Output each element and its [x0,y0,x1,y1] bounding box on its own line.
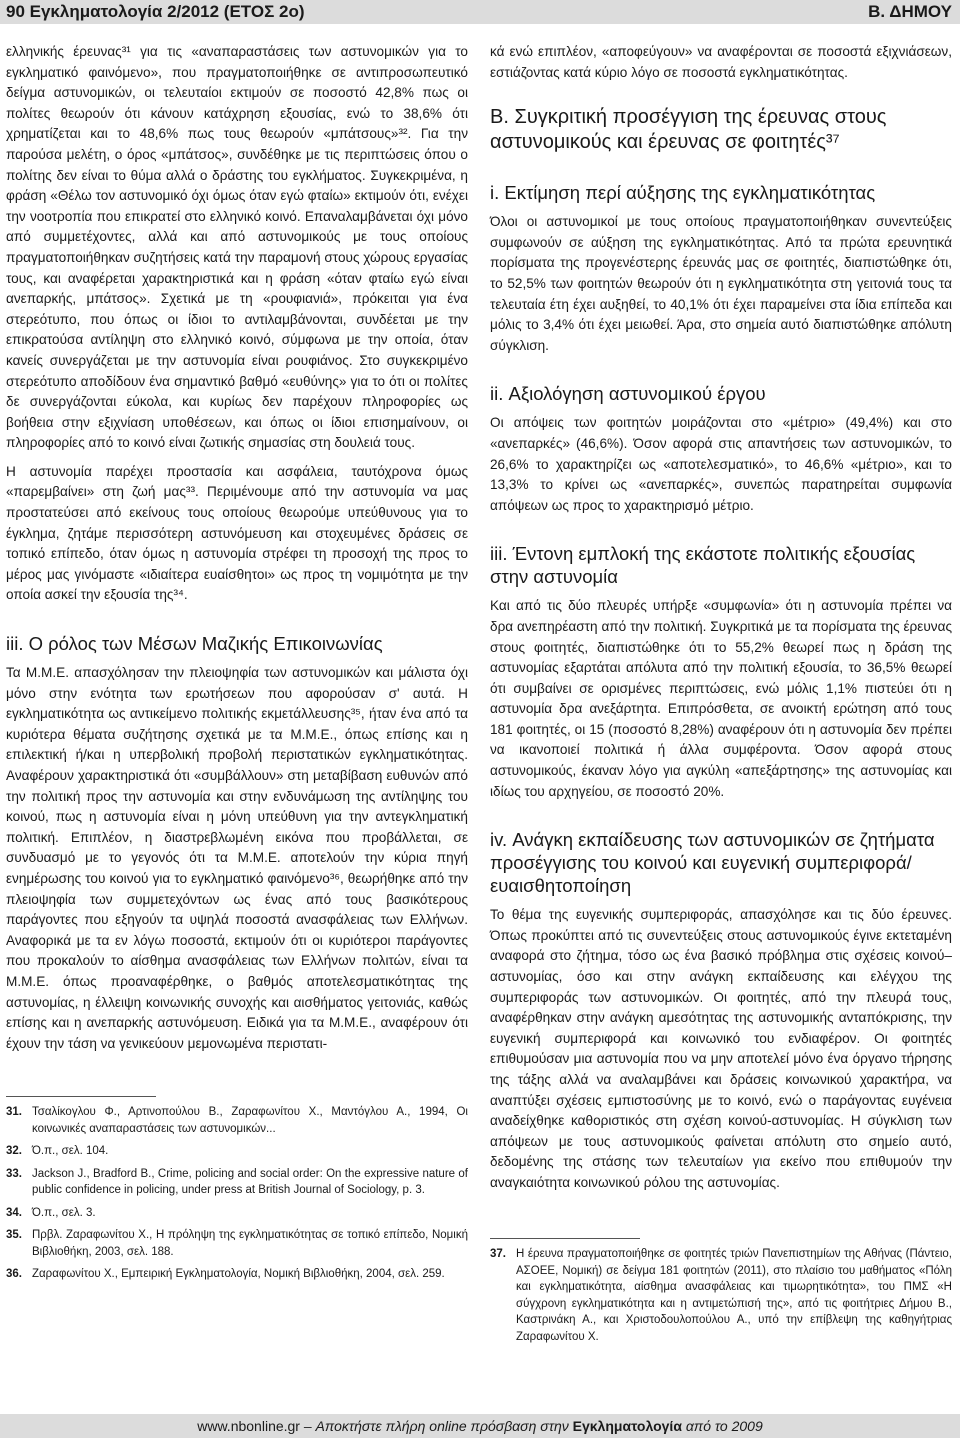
right-column [490,42,952,1194]
paragraph: Όλοι οι αστυνομικοί με τους οποίους πραγματοποιήθηκαν συνεντεύξεις συμφωνούν σε αύξηση της εγκληματικότητας. Από τα πρώτα ερευνητικά πορίσματα της προγενέστερης έρευνάς μας σε φοιτητές, διαπιστώθηκε ότι, το 52,5% των φοιτητών θεωρούν ότι η εγκληματικότητα στη γειτονιά τους τα τελευταία έτη έχει αυξηθεί, το 40,1% ότι έχει παραμείνει στα ίδια επίπεδα και μόλις το 3,4% ότι έχει μειωθεί. Άρα, στο σημεία αυτό διαπιστώθηκε απόλυτη σύγκλιση. [490,214,952,353]
page-number-and-journal: 90 Εγκληματολογία 2/2012 (ΕΤΟΣ 2ο) [6,2,305,21]
footnote-number: 32. [6,1145,22,1157]
footnote-text: Η έρευνα πραγματοποιήθηκε σε φοιτητές τριών Πανεπιστημίων της Αθήνας (Πάντειο, ΑΣΟΕΕ, Νομική) σε δείγμα 181 φοιτητών (2011), στο πλαίσιο του μαθήματος «Πόλη και εγκληματικότητα, αίσθημα ανασφάλειας και τιμωρητικότητα», του ΠΜΣ «Η σύγχρονη εγκληματικότητα και η αντιμετώπισή της», από τις φοιτήτριες Δήμου Β., Καστρινάκη Α., και Χριστοδουλοπούλου Α., υπό την επίβλεψη της καθηγήτριας Ζαραφωνίτου Χ. [516,1248,952,1343]
footnote [6,1143,468,1160]
footnote [490,1246,952,1345]
footnote-text: Ζαραφωνίτου Χ., Εμπειρική Εγκληματολογία, Νομική Βιβλιοθήκη, 2004, σελ. 259. [32,1268,445,1280]
footnote-number: 35. [6,1229,22,1241]
footnote-divider [490,1238,640,1239]
subsection-heading: iv. Ανάγκη εκπαίδευσης των αστυνομικών σε ζητήματα προσέγγισης του κοινού και ευγενική συμπεριφορά/ευαισθητοποίηση [490,829,935,897]
footnote-text: Τσαλίκογλου Φ., Αρτινοπούλου Β., Ζαραφωνίτου Χ., Μαντόγλου Α., 1994, Οι κοινωνικές αναπαραστάσεις των αστυνομικών... [32,1106,468,1135]
footer-text: από το 2009 [681,1418,763,1434]
footnotes-right [490,1246,952,1351]
footnote [6,1166,468,1199]
footnote [6,1104,468,1137]
left-column [6,42,468,1054]
article-author: Β. ΔΗΜΟΥ [868,2,952,21]
footnote [6,1266,468,1283]
paragraph: Τα Μ.Μ.Ε. απασχόλησαν την πλειοψηφία των αστυνομικών και μάλιστα όχι μόνο στην ενότητα των ερωτήσεων που αφορούσαν σ' αυτά. Η εγκληματικότητα ως αντικείμενο πολιτικής εκμετάλλευσης³⁵, ήταν ένα από τα κυριότερα θέματα συζήτησης σχετικά με τα Μ.Μ.Ε., όπως επίσης και η επιλεκτική ή/και η υπερβολική προβολή περιστατικών εγκληματικότητας. Αναφέρουν χαρακτηριστικά ότι «συμβάλλουν» στη μεταβίβαση ευθυνών από την πολιτική προς την αστυνομία και στην ενδυνάμωση της αντίληψης του κοινού, πως η αστυνομία είναι η μόνη υπεύθυνη για την αντεγκληματική πολιτική. Επιπλέον, η διαστρεβλωμένη εικόνα που προβάλλεται, σε συνδυασμό με το γεγονός ότι τα Μ.Μ.Ε. αποτελούν την κύρια πηγή ενημέρωσης του κοινού για το εγκληματικό φαινόμενο³⁶, θεωρήθηκε από την πλειοψηφία των συμμετεχόντων ως ένας από τους βασικότερους παράγοντες που εξηγούν τα υψηλά ποσοστά ανασφάλειας των Ελλήνων. Αναφορικά με τα εν λόγω ποσοστά, εκτιμούν ότι οι κυριότεροι παράγοντες που προκαλούν το αίσθημα ανασφάλειας των Ελλήνων πολιτών, είναι τα Μ.Μ.Ε. όπως προαναφέρθηκε, ο βαθμός αποτελεσματικότητας της αστυνομίας, η έλλειψη κοινωνικής συνοχής και αισθήματος γειτονιάς, καθώς επίσης και η ανεπαρκής αστυνόμευση. Ειδικά για τα Μ.Μ.Ε., αναφέρουν ότι έχουν την τάση να γενικεύουν μεμονωμένα περιστατι- [6,665,468,1051]
section-heading: Β. Συγκριτική προσέγγιση της έρευνας στους αστυνομικούς και έρευνας σε φοιτητές³⁷ [490,106,887,154]
paragraph: κά ενώ επιπλέον, «αποφεύγουν» να αναφέρονται σε ποσοστά εξιχνιάσεων, εστιάζοντας κατά κύριο λόγο σε ποσοστά εγκληματικότητας. [490,44,952,80]
website-link[interactable]: www.nbonline.gr [197,1418,300,1434]
footnote-number: 36. [6,1268,22,1280]
footnote-text: Jackson J., Bradford B., Crime, policing and social order: On the expressive nature of public confidence in policing, under press at British Journal of Sociology, p. 3. [32,1167,468,1196]
paragraph: ελληνικής έρευνας³¹ για τις «αναπαραστάσεις των αστυνομικών για το εγκληματικό φαινόμενο», που πραγματοποιήθηκε σε αντιπροσωπευτικό δείγμα αστυνομικών, οι τελευταίοι εκτιμούν σε ποσοστό 42,8% πως οι πολίτες θεωρούν ότι κάνουν κατάχρηση εξουσίας, ενώ το 38,6% ότι χρηματίζεται και το 48,6% πως τους θεωρούν «μπάτσους»³². Για την παρούσα μελέτη, ο όρος «μπάτσος», συνδέθηκε με τις περιπτώσεις όπου ο πολίτης δεν είναι το θύμα αλλά ο δράστης του εγκλήματος. Συγκεκριμένα, η φράση «Θέλω τον αστυνομικό όχι όμως όταν εγώ φταίω» εκτιμούν ότι, ενέχει την νοοτροπία που επικρατεί στο ελληνικό κοινό. Επαναλαμβάνεται όχι μόνο από συμμετέχοντες, αλλά και από αστυνομικούς με τους οποίους πραγματοποιήθηκαν συζητήσεις κατά την παραμονή στους χώρους εργασίας τους, και αναφέρεται χαρακτηριστικά και η φράση «όταν φταίω εγώ είναι ανεπαρκής, μπάτσος». Σχετικά με τη «ρουφιανιά», πρόκειται για ένα στερεότυπο, που όπως οι ίδιοι το αντιλαμβάνονται, συνδέεται με την επικρατούσα αντίληψη στο ελληνικό κοινό, σύμφωνα με την οποία, όταν κανείς συνεργάζεται με την αστυνομία είναι ρουφιάνος. Στο συγκεκριμένο στερεότυπο αποδίδουν ένα σημαντικό βαθμό «ευθύνης» για το ότι οι πολίτες δε συνεργάζονται εύκολα, και κυρίως δεν παρέχουν πληροφορίες ως βοήθεια στην εξιχνίαση υποθέσεων, και όπως οι ίδιοι επισημαίνουν, οι πληροφορίες από το κοινό είναι ζωτικής σημασίας στη δουλειά τους. [6,44,468,451]
footnote-number: 37. [490,1248,506,1260]
subsection-heading: i. Εκτίμηση περί αύξησης της εγκληματικότητας [490,182,876,204]
journal-name: Εγκληματολογία [572,1418,682,1434]
paragraph: Το θέμα της ευγενικής συμπεριφοράς, απασχόλησε και τις δύο έρευνες. Όπως προκύπτει από τις συνεντεύξεις στους αστυνομικούς έγινε εκτεταμένη αναφορά στο ζήτημα, τόσο ως ένα βασικό πρόβλημα στις σχέσεις κοινού–αστυνομίας, όσο και στην ανάγκη εκπαίδευσης και ελέγχου της συμπεριφοράς των αστυνομικών. Οι φοιτητές, από την πλευρά τους, αναφέρθηκαν στην ανάγκη αμεσότητας της αστυνομικής ανταπόκρισης, την ευγενική συμπεριφορά και κοινωνικό του ενδιαφέρον. Οι φοιτητές επιθυμούσαν μια αστυνομία που να μην αποτελεί μόνο ένα όργανο τήρησης της τάξης αλλά να αναλαμβάνει και δράσεις κοινωνικού χαρακτήρα, να αναπτύξει σχέσεις εμπιστοσύνης με το κοινό, ενώ ο παράγοντας ευγένεια αναδείχθηκε καθοριστικός στη σχέση κοινού-αστυνομίας. Η σύγκλιση των απόψεων με τους αστυνομικούς φαίνεται απόλυτη στο σημείο αυτό, δεδομένης της στάσης των τελευταίων για εκείνο που επιθυμούν την αναγκαιότητα κοινωνικού ρόλου της αστυνομίας. [490,907,952,1190]
subsection-heading: iii. Έντονη εμπλοκή της εκάστοτε πολιτικής εξουσίας στην αστυνομία [490,543,916,588]
footnote-divider [6,1096,156,1097]
footnote-text: Πρβλ. Ζαραφωνίτου Χ., Η πρόληψη της εγκληματικότητας σε τοπικό επίπεδο, Νομική Βιβλιοθήκη, 2003, σελ. 188. [32,1229,468,1258]
footnote [6,1205,468,1222]
footnote-text: Ό.π., σελ. 3. [32,1206,96,1219]
page-header [0,0,960,24]
footnotes-left [6,1104,468,1289]
subsection-heading: ii. Αξιολόγηση αστυνομικού έργου [490,383,766,405]
page-footer [0,1414,960,1438]
paragraph: Η αστυνομία παρέχει προστασία και ασφάλεια, ταυτόχρονα όμως «παρεμβαίνει» στη ζωή μας³³. Περιμένουμε από την αστυνομία να μας προστατεύσει από εκείνους τους οποίους θεωρούμε υπεύθυνους για το έγκλημα, ζητάμε περισσότερη αστυνόμευση και στοχευμένες δράσεις σε τοπικό επίπεδο, όταν όμως η αστυνομία στρέφει τη προσοχή της προς το μέρος μας γινόμαστε «ιδιαίτερα ευαίσθητοι» ως προς τη νομιμότητα με την οποία ασκεί την εξουσία της³⁴. [6,463,468,603]
paragraph: Και από τις δύο πλευρές υπήρξε «συμφωνία» ότι η αστυνομία πρέπει να δρα ανεπηρέαστη από την πολιτική. Συγκριτικά με τα πορίσματα της έρευνας στους φοιτητές, διαπιστώθηκε ότι το 55,2% θεωρεί πως η δράση της αστυνομίας εξαρτάται απόλυτα από την πολιτική εξουσία, το 36,5% θεωρεί ότι συμβαίνει σε ορισμένες περιπτώσεις, ενώ μόλις 1,1% πιστεύει ότι η αστυνομία δρα ανεξάρτητα. Επιπρόσθετα, σε ανοικτή ερώτηση από τους 181 φοιτητές, οι 15 (ποσοστό 8,28%) αναφέρουν ότι η αστυνομία δεν πρέπει να ικανοποιεί πολιτικά ή άλλα συμφέροντα. Όσον αφορά στους αστυνομικούς, έκαναν λόγο για αγκύλη «απεξάρτησης» της αστυνομίας και ιδίως του αρχηγείου, σε ποσοστό 20%. [490,598,952,799]
footnote-number: 34. [6,1206,22,1219]
paragraph: Οι απόψεις των φοιτητών μοιράζονται στο «μέτριο» (49,4%) και στο «ανεπαρκές» (46,6%). Όσον αφορά στις απαντήσεις των αστυνομικών, το 26,6% το χαρακτηρίζει ως «αποτελεσματικό», το 46,6% «μέτριο», και το 13,3% το κρίνει ως «ανεπαρκές», συνεπώς παρατηρείται συμφωνία απόψεων ως προς το χαρακτηρισμό μέτριο. [490,415,952,513]
footnote-number: 33. [6,1167,22,1180]
footnote-number: 31. [6,1106,22,1118]
footnote-text: Ό.π., σελ. 104. [32,1145,109,1157]
footer-text: – Αποκτήστε πλήρη online πρόσβαση στην [299,1418,573,1434]
section-heading: iii. Ο ρόλος των Μέσων Μαζικής Επικοινωνίας [6,633,383,655]
footnote [6,1227,468,1260]
